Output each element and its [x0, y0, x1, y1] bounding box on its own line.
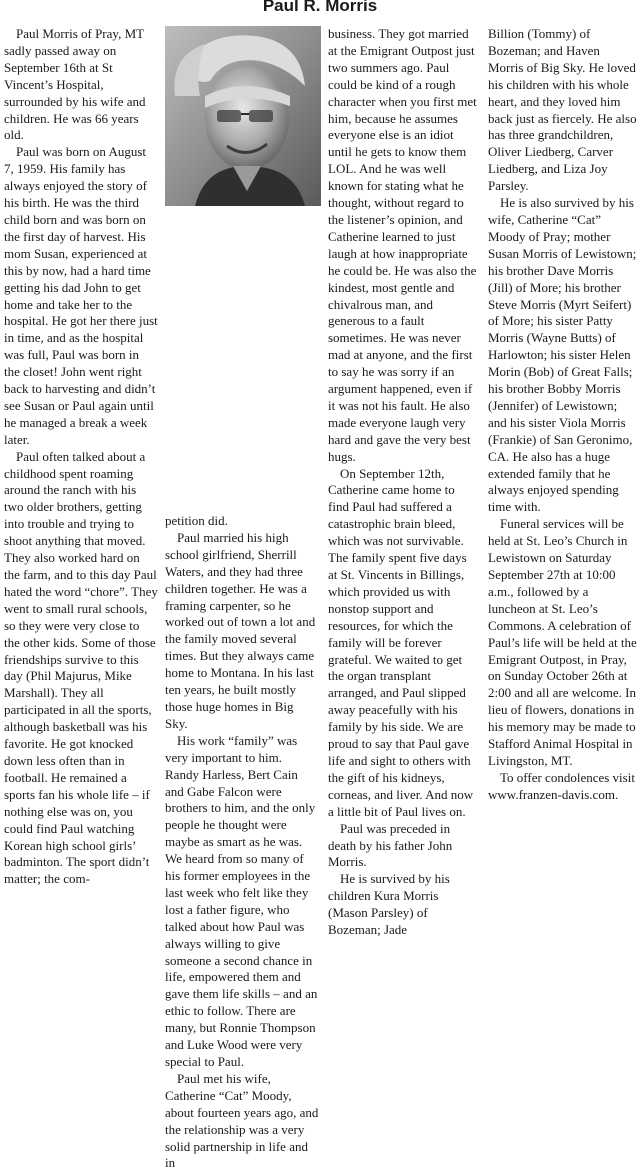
paragraph: business. They got married at the Emigrant Outpost just two summers ago. Paul could be kind of a rough character when you first met him, because he assumes everyone else is an idiot until he gets to know them LOL. And he was well known for stating what he thought, without regard to the listener’s opinion, and Catherine learned to just laugh at how inappropriate he could be. He was also the kindest, most gentle and chivalrous man, and generous to a fault sometimes. He was never mad at anyone, and the first to say he was sorry if an argument happened, even if it was not his fault. He also made everyone laugh very hard and gave the very best hugs.	[328, 26, 477, 464]
portrait-photo	[165, 26, 321, 206]
paragraph: On September 12th, Catherine came home to find Paul had suffered a catastrophic brain bleed, which was not survivable. The family spent five days at St. Vincents in Billings, which provided us with nonstop support and resources, for which the family will be forever grateful. We waited to get the organ transplant arranged, and Paul slipped away peacefully with his family by his side. We are proud to say that Paul gave life and sight to others with the gift of his kidneys, corneas, and liver. And now a little bit of Paul lives on.	[328, 465, 474, 819]
paragraph: Paul Morris of Pray, MT sadly passed away on September 16th at St Vincent’s Hospital, surrounded by his wife and children. He was 66 years old.	[4, 26, 146, 143]
paragraph: He is survived by his children Kura Morris (Mason Parsley) of Bozeman; Jade	[328, 871, 450, 938]
paragraph: Paul was preceded in death by his father John Morris.	[328, 820, 453, 870]
headline: Paul R. Morris	[262, 0, 378, 15]
column-4	[488, 26, 638, 804]
column-3	[328, 26, 478, 939]
paragraph: He is also survived by his wife, Catherine “Cat” Moody of Pray; mother Susan Morris of Lewistown; his brother Dave Morris (Jill) of More; his brother Steve Morris (Myrt Seifert) of More; his sister Patty Morris (Wayne Butts) of Harlowton; his sister Helen Morin (Bob) of Great Falls; his brother Bobby Morris (Jennifer) of Lewistown; and his sister Viola Morris (Frankie) of San Geronimo, CA. He also has a huge extended family that he always enjoyed spending time with.	[488, 195, 637, 515]
paragraph: Billion (Tommy) of Bozeman; and Haven Morris of Big Sky. He loved his children with his whole heart, and they loved him back just as fiercely. He also has three grandchildren, Oliver Liedberg, Carver Liedberg, and Liza Joy Parsley.	[488, 26, 637, 194]
portrait-photo-icon	[165, 26, 321, 206]
column-1	[4, 26, 158, 888]
paragraph: Paul often talked about a childhood spent roaming around the ranch with his two older brothers, getting into trouble and trying to shoot anything that moved. They also worked hard on the farm, and to this day Paul hated the word “chore”. They went to small rural schools, so they were very close to the other kids. Some of those friendships survive to this day (Phil Majurus, Mike Marshall). They all participated in all the sports, although basketball was his favorite. He got knocked down less often than in football. He remained a sports fan his whole life – if nothing else was on, you could find Paul watching Korean high school girls’ badminton. The sport didn’t matter; the com-	[4, 448, 158, 887]
paragraph: His work “family” was very important to him. Randy Harless, Bert Cain and Gabe Falcon were brothers to him, and the only people he thought were maybe as smart as he was. We heard from so many of his former employees in the last week who felt like they lost a father figure, who talked about how Paul was always willing to give someone a second chance in life, empowered them and gave them life skills – and an ethic to follow. There are many, but Ronnie Thompson and Luke Wood were very special to Paul.	[165, 732, 318, 1069]
paragraph: Paul was born on August 7, 1959. His family has always enjoyed the story of his birth. He was the third child born and was born on the first day of harvest. His mom Susan, experienced at this by now, had a hard time getting his dad John to get home and take her to the hospital. He got her there just in time, and as the hospital was full, Paul was born in the closet! John went right back to harvesting and didn’t see Susan or Paul again until he managed a break a week later.	[4, 144, 158, 447]
paragraph: To offer condolences visit www.franzen-davis.com.	[488, 769, 635, 802]
paragraph: petition did.	[165, 513, 228, 528]
paragraph: Funeral services will be held at St. Leo’s Church in Lewistown on Saturday September 27th at 10:00 a.m., followed by a luncheon at St. Leo’s Commons. A celebration of Paul’s life will be held at the Emigrant Outpost, in Pray, on Sunday October 26th at 2:00 and all are welcome. In lieu of flowers, donations in his memory may be made to Stafford Animal Hospital in Livingston, MT.	[488, 516, 637, 768]
column-2	[165, 513, 319, 1172]
paragraph: Paul married his high school girlfriend, Sherrill Waters, and they had three children together. He was a framing carpenter, so he worked out of town a lot and the family moved several times. But they always came home to Montana. In his last ten years, he built mostly those huge homes in Big Sky.	[165, 529, 316, 731]
paragraph: Paul met his wife, Catherine “Cat” Moody, about fourteen years ago, and the relationship was a very solid partnership in life and in	[165, 1070, 319, 1171]
